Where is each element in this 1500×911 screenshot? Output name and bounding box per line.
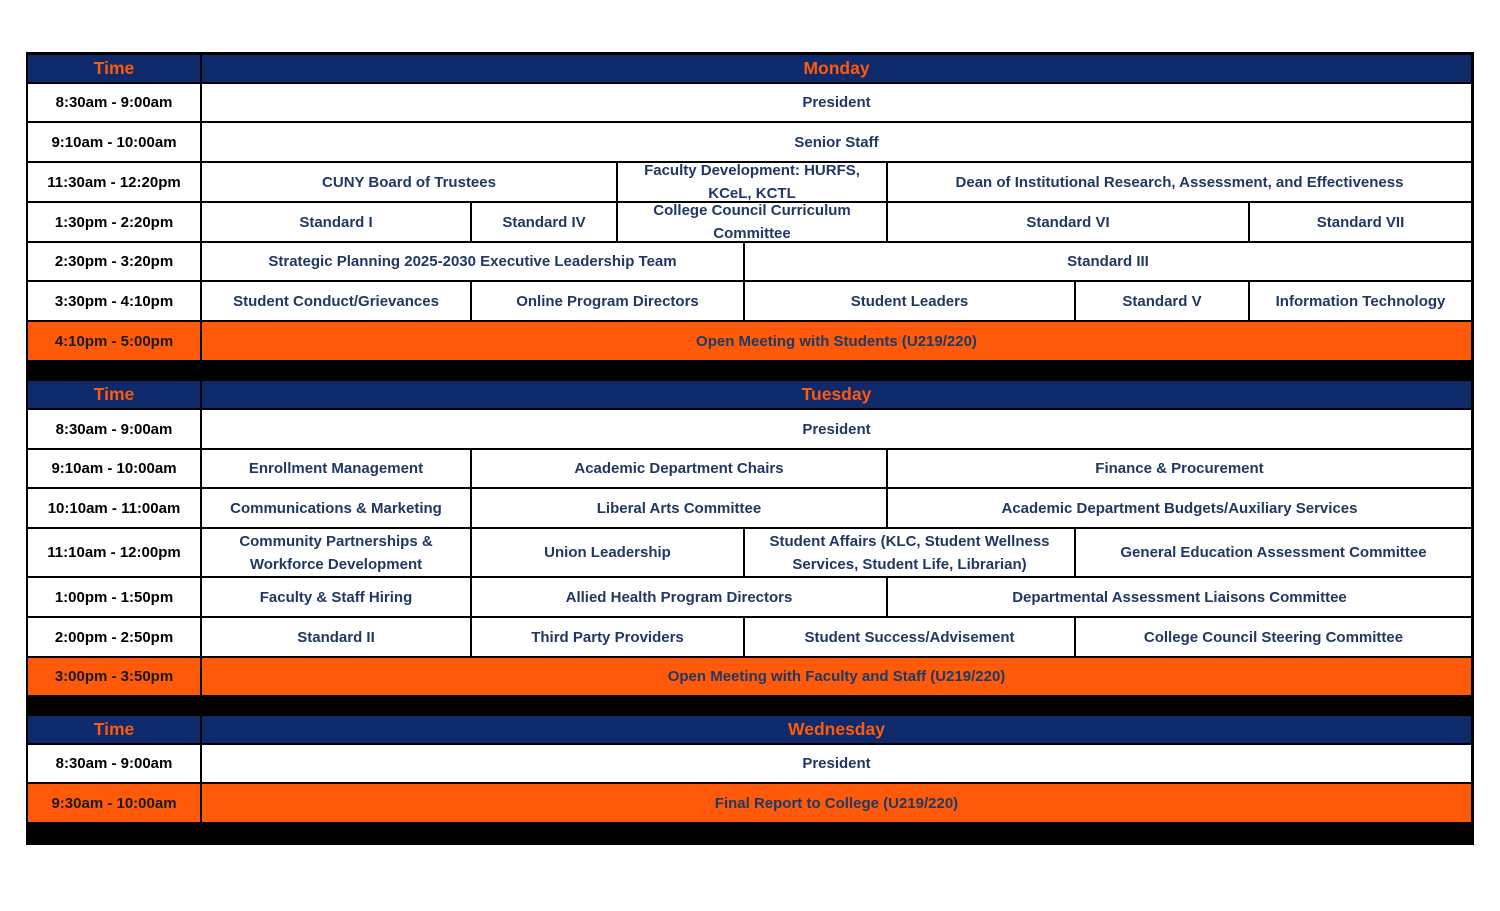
monday-open-meeting: Open Meeting with Students (U219/220) — [202, 322, 1471, 360]
wednesday-final-report: Final Report to College (U219/220) — [202, 784, 1471, 822]
monday-time-slot: 3:30pm - 4:10pm — [28, 282, 200, 320]
monday-day-header: Monday — [202, 55, 1471, 82]
wednesday-meeting: President — [202, 745, 1471, 782]
monday-meeting: Standard VII — [1250, 203, 1471, 241]
monday-meeting: Standard VI — [888, 203, 1248, 241]
tuesday-meeting: Student Affairs (KLC, Student Wellness Services, Student Life, Librarian) — [745, 529, 1074, 576]
monday-meeting: Information Technology — [1250, 282, 1471, 320]
monday-meeting: Standard I — [202, 203, 470, 241]
tuesday-time-header: Time — [28, 381, 200, 408]
wednesday-time-slot: 8:30am - 9:00am — [28, 745, 200, 782]
tuesday-meeting: Student Success/Advisement — [745, 618, 1074, 656]
tuesday-meeting: Faculty & Staff Hiring — [202, 578, 470, 616]
monday-time-slot: 4:10pm - 5:00pm — [28, 322, 200, 360]
monday-time-slot: 9:10am - 10:00am — [28, 123, 200, 161]
monday-time-slot: 8:30am - 9:00am — [28, 84, 200, 121]
tuesday-time-slot: 3:00pm - 3:50pm — [28, 658, 200, 695]
tuesday-meeting: Allied Health Program Directors — [472, 578, 886, 616]
monday-time-slot: 11:30am - 12:20pm — [28, 163, 200, 201]
monday-meeting: Faculty Development: HURFS, KCeL, KCTL — [618, 163, 886, 201]
monday-meeting: President — [202, 84, 1471, 121]
tuesday-meeting: Third Party Providers — [472, 618, 743, 656]
tuesday-meeting: Communications & Marketing — [202, 489, 470, 527]
monday-meeting: Senior Staff — [202, 123, 1471, 161]
monday-meeting: Online Program Directors — [472, 282, 743, 320]
wednesday-time-slot: 9:30am - 10:00am — [28, 784, 200, 822]
tuesday-time-slot: 10:10am - 11:00am — [28, 489, 200, 527]
monday-meeting: CUNY Board of Trustees — [202, 163, 616, 201]
tuesday-meeting: College Council Steering Committee — [1076, 618, 1471, 656]
tuesday-day-header: Tuesday — [202, 381, 1471, 408]
tuesday-time-slot: 9:10am - 10:00am — [28, 450, 200, 487]
tuesday-time-slot: 2:00pm - 2:50pm — [28, 618, 200, 656]
tuesday-time-slot: 8:30am - 9:00am — [28, 410, 200, 448]
tuesday-meeting: Academic Department Budgets/Auxiliary Services — [888, 489, 1471, 527]
tuesday-meeting: Finance & Procurement — [888, 450, 1471, 487]
monday-time-slot: 1:30pm - 2:20pm — [28, 203, 200, 241]
tuesday-time-slot: 11:10am - 12:00pm — [28, 529, 200, 576]
monday-time-header: Time — [28, 55, 200, 82]
tuesday-meeting: General Education Assessment Committee — [1076, 529, 1471, 576]
tuesday-meeting: Standard II — [202, 618, 470, 656]
tuesday-meeting: Union Leadership — [472, 529, 743, 576]
monday-meeting: Strategic Planning 2025-2030 Executive Leadership Team — [202, 243, 743, 280]
tuesday-meeting: Academic Department Chairs — [472, 450, 886, 487]
monday-meeting: Student Leaders — [745, 282, 1074, 320]
monday-meeting: Standard III — [745, 243, 1471, 280]
tuesday-meeting: Enrollment Management — [202, 450, 470, 487]
monday-meeting: Standard IV — [472, 203, 616, 241]
monday-time-slot: 2:30pm - 3:20pm — [28, 243, 200, 280]
monday-meeting: Standard V — [1076, 282, 1248, 320]
monday-meeting: College Council Curriculum Committee — [618, 203, 886, 241]
wednesday-day-header: Wednesday — [202, 716, 1471, 743]
monday-meeting: Dean of Institutional Research, Assessment, and Effectiveness — [888, 163, 1471, 201]
tuesday-meeting: Community Partnerships & Workforce Development — [202, 529, 470, 576]
tuesday-time-slot: 1:00pm - 1:50pm — [28, 578, 200, 616]
tuesday-meeting: Liberal Arts Committee — [472, 489, 886, 527]
wednesday-time-header: Time — [28, 716, 200, 743]
tuesday-meeting: Departmental Assessment Liaisons Committee — [888, 578, 1471, 616]
tuesday-open-meeting: Open Meeting with Faculty and Staff (U219/220) — [202, 658, 1471, 695]
tuesday-meeting: President — [202, 410, 1471, 448]
monday-meeting: Student Conduct/Grievances — [202, 282, 470, 320]
